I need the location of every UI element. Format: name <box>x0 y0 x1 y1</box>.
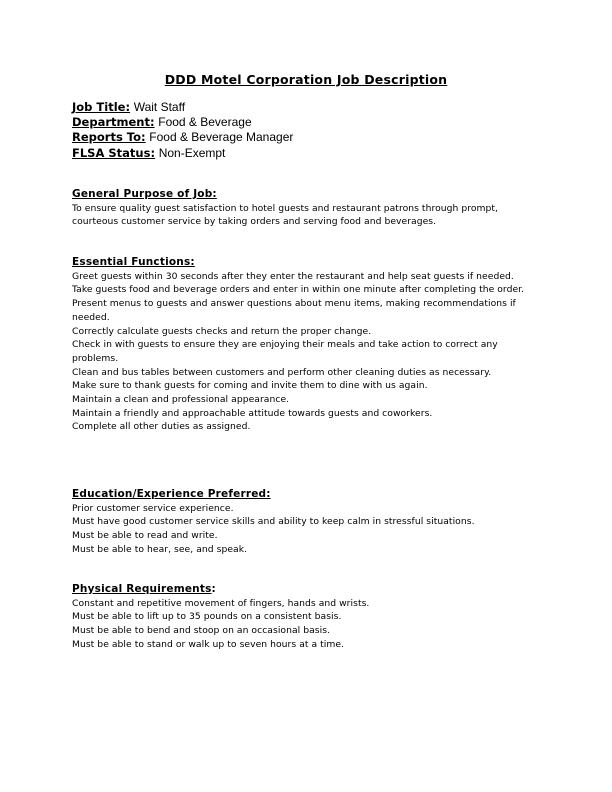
reports-to-value: Food & Beverage Manager <box>149 130 294 145</box>
list-item: Present menus to guests and answer questions about menu items, making recommendations if needed. <box>72 298 516 323</box>
list-item: Must have good customer service skills and ability to keep calm in stressful situations. <box>72 516 475 528</box>
list-item: Correctly calculate guests checks and return the proper change. <box>72 325 372 337</box>
list-item: Must be able to read and write. <box>72 530 218 542</box>
reports-to-label: Reports To: <box>72 130 146 145</box>
education-list <box>72 502 542 557</box>
list-item: Must be able to bend and stoop on an occasional basis. <box>72 625 331 637</box>
list-item: Make sure to thank guests for coming and invite them to dine with us again. <box>72 380 428 392</box>
list-item: Prior customer service experience. <box>72 502 234 514</box>
list-item: Greet guests within 30 seconds after they enter the restaurant and help seat guests if needed. <box>72 270 514 282</box>
list-item: Maintain a clean and professional appearance. <box>72 394 290 406</box>
general-purpose-text <box>72 202 542 229</box>
education-section <box>72 488 542 557</box>
job-title-label: Job Title: <box>72 100 131 114</box>
list-item: Check in with guests to ensure they are enjoying their meals and take action to correct any problems. <box>72 339 498 364</box>
flsa-value: Non-Exempt <box>158 145 226 160</box>
education-heading: Education/Experience Preferred: <box>72 488 271 500</box>
physical-requirements-list <box>72 597 542 652</box>
list-item: Must be able to stand or walk up to seven hours at a time. <box>72 638 345 650</box>
document-title: DDD Motel Corporation Job Description <box>164 72 448 87</box>
essential-functions-list <box>72 270 542 434</box>
general-purpose-paragraph: To ensure quality guest satisfaction to hotel guests and restaurant patrons through prompt, courteous customer service by taking orders and serving food and beverages. <box>72 202 499 228</box>
list-item: Maintain a friendly and approachable attitude towards guests and coworkers. <box>72 407 433 419</box>
essential-functions-heading: Essential Functions: <box>72 256 195 268</box>
reports-to-row <box>72 130 542 145</box>
list-item: Must be able to hear, see, and speak. <box>72 543 248 555</box>
general-purpose-section <box>72 188 542 229</box>
physical-requirements-heading: Physical Requirements: <box>72 583 216 595</box>
list-item: Complete all other duties as assigned. <box>72 421 251 433</box>
department-row <box>72 115 542 130</box>
flsa-label: FLSA Status: <box>72 145 156 160</box>
job-title-value: Wait Staff <box>133 100 186 114</box>
list-item: Constant and repetitive movement of fingers, hands and wrists. <box>72 597 370 609</box>
department-label: Department: <box>72 115 155 130</box>
list-item: Take guests food and beverage orders and enter in within one minute after completing the order. <box>72 284 525 296</box>
physical-requirements-section <box>72 583 542 652</box>
essential-functions-section <box>72 256 542 434</box>
general-purpose-heading: General Purpose of Job: <box>72 188 217 200</box>
list-item: Clean and bus tables between customers and perform other cleaning duties as necessary. <box>72 366 492 378</box>
flsa-row <box>72 146 542 161</box>
department-value: Food & Beverage <box>158 115 252 130</box>
list-item: Must be able to lift up to 35 pounds on a consistent basis. <box>72 611 342 623</box>
job-title-row <box>72 100 542 115</box>
job-meta <box>72 100 542 161</box>
